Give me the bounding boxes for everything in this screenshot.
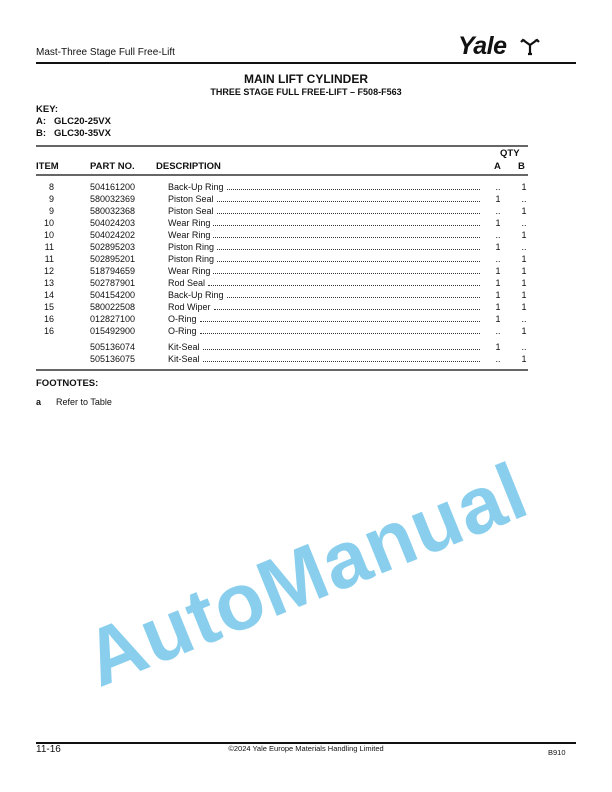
part-description: Piston Seal [168,194,214,204]
description-cell [168,277,480,289]
item-number: 15 [43,302,54,312]
qty-b: 1 [521,354,527,364]
key-label: KEY: [36,104,58,115]
part-number: 012827100 [90,314,136,324]
part-number: 502895201 [90,254,136,264]
section-title: Mast-Three Stage Full Free-Lift [36,47,175,58]
part-description: O-Ring [168,326,197,336]
qty-a: 1 [495,290,501,300]
part-number: 580032369 [90,194,136,204]
table-top-rule [36,145,528,147]
key-b: B: GLC30-35VX [36,128,111,139]
qty-b: 1 [521,302,527,312]
qty-a: .. [495,326,501,336]
footnote-text: Refer to Table [56,397,112,407]
qty-b: 1 [521,290,527,300]
part-description: Rod Wiper [168,302,211,312]
dot-leader [214,301,480,310]
dot-leader [217,193,480,202]
description-cell [168,289,480,301]
table-row [36,277,536,289]
description-cell [168,265,480,277]
item-number: 16 [43,326,54,336]
table-row [36,325,536,337]
page-number: 11-16 [36,744,61,755]
dot-leader [217,241,480,250]
part-description: Kit-Seal [168,342,200,352]
qty-a: .. [495,206,501,216]
key-a: A: GLC20-25VX [36,116,111,127]
qty-b-header: B [518,161,525,172]
qty-b: .. [521,342,527,352]
qty-a: .. [495,230,501,240]
item-number: 16 [43,314,54,324]
description-cell [168,217,480,229]
item-number: 13 [43,278,54,288]
dot-leader [213,217,480,226]
part-number: 580032368 [90,206,136,216]
page-subtitle: THREE STAGE FULL FREE-LIFT – F508-F563 [210,87,402,97]
description-cell [168,341,480,353]
description-cell [168,229,480,241]
part-description: O-Ring [168,314,197,324]
table-row [36,253,536,265]
qty-a: 1 [495,218,501,228]
part-number: 502895203 [90,242,136,252]
item-number: 10 [43,230,54,240]
table-row [36,181,536,193]
item-number: 11 [44,254,54,264]
header-divider [36,62,576,64]
qty-a: 1 [495,242,501,252]
dot-leader [200,313,480,322]
part-number: 505136075 [90,354,136,364]
item-number: 12 [43,266,54,276]
part-description: Piston Ring [168,254,215,264]
part-number: 504154200 [90,290,136,300]
part-description: Rod Seal [168,278,206,288]
qty-b: 1 [521,206,527,216]
description-cell [168,353,480,365]
table-row [36,193,536,205]
footnote-key: a [36,397,42,407]
copyright: ©2024 Yale Europe Materials Handling Limited [228,744,384,753]
description-cell [168,193,480,205]
table-row [36,217,536,229]
qty-b: 1 [521,254,527,264]
item-number: 9 [48,206,54,216]
dot-leader [217,205,480,214]
table-row [36,229,536,241]
part-description: Wear Ring [168,230,211,240]
qty-a: 1 [495,302,501,312]
item-number: 9 [48,194,54,204]
qty-a: .. [495,354,501,364]
item-number: 10 [43,218,54,228]
qty-b: 1 [521,278,527,288]
part-number: 518794659 [90,266,136,276]
qty-a: 1 [495,194,501,204]
table-row [36,289,536,301]
dot-leader [203,341,480,350]
qty-b: 1 [521,182,527,192]
description-cell [168,241,480,253]
description-cell [168,313,480,325]
yale-logo: Yale [458,32,507,60]
table-row [36,301,536,313]
footnotes-heading: FOOTNOTES: [36,378,99,389]
description-cell [168,205,480,217]
header-bottom-rule [36,174,528,176]
table-row [36,205,536,217]
part-description: Piston Seal [168,206,214,216]
table-row [36,341,536,353]
item-number: 14 [43,290,54,300]
table-row [36,241,536,253]
table-bottom-rule [36,369,528,371]
qty-a: .. [495,182,501,192]
part-number: 505136074 [90,342,136,352]
part-description: Back-Up Ring [168,290,224,300]
yale-symbol-icon [520,37,540,57]
qty-b: 1 [521,326,527,336]
document-code: B910 [548,748,566,757]
dot-leader [213,229,480,238]
part-number: 015492900 [90,326,136,336]
dot-leader [217,253,480,262]
dot-leader [227,181,480,190]
qty-b: 1 [521,230,527,240]
qty-a: .. [495,254,501,264]
item-number: 8 [48,182,54,192]
part-number: 504024203 [90,218,136,228]
qty-a: 1 [495,266,501,276]
qty-b: .. [521,242,527,252]
dot-leader [208,277,480,286]
description-cell [168,253,480,265]
qty-header: QTY [500,148,520,159]
part-description: Kit-Seal [168,354,200,364]
description-cell [168,325,480,337]
qty-b: .. [521,314,527,324]
part-number: 502787901 [90,278,136,288]
qty-a: 1 [495,278,501,288]
qty-a-header: A [494,161,501,172]
qty-b: 1 [521,266,527,276]
description-cell [168,181,480,193]
qty-b: .. [521,218,527,228]
part-number: 504024202 [90,230,136,240]
dot-leader [227,289,480,298]
part-description: Piston Ring [168,242,215,252]
part-description: Back-Up Ring [168,182,224,192]
qty-a: 1 [495,314,501,324]
part-number: 580022508 [90,302,136,312]
description-header: DESCRIPTION [156,161,221,172]
dot-leader [203,353,480,362]
item-header: ITEM [36,161,59,172]
description-cell [168,301,480,313]
part-description: Wear Ring [168,218,211,228]
dot-leader [200,325,480,334]
part-description: Wear Ring [168,266,211,276]
item-number: 11 [44,242,54,252]
table-row [36,313,536,325]
qty-a: 1 [495,342,501,352]
table-row [36,265,536,277]
part-number: 504161200 [90,182,136,192]
part-header: PART NO. [90,161,135,172]
dot-leader [213,265,480,274]
table-row [36,353,536,365]
watermark: AutoManual [72,445,540,704]
page-title: MAIN LIFT CYLINDER [244,72,368,86]
qty-b: .. [521,194,527,204]
